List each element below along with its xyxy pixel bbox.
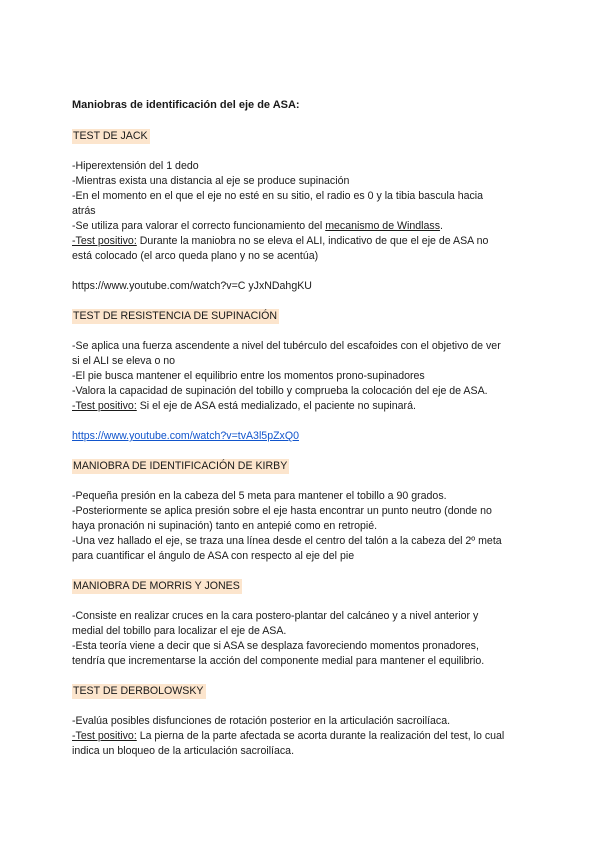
- section-heading: MANIOBRA DE IDENTIFICACIÓN DE KIRBY: [73, 460, 288, 472]
- section-test-derbolowsky: [72, 684, 532, 759]
- section-heading: MANIOBRA DE MORRIS Y JONES: [73, 580, 240, 592]
- text-line: -Una vez hallado el eje, se traza una línea desde el centro del talón a la cabeza del 2º meta: [72, 535, 502, 547]
- text-line: medial del tobillo para localizar el eje de ASA.: [72, 625, 287, 637]
- text-line: -Posteriormente se aplica presión sobre el eje hasta encontrar un punto neutro (donde no: [72, 505, 492, 517]
- section-maniobra-morris-jones: [72, 579, 532, 669]
- document-page: [72, 98, 532, 759]
- section-test-resistencia-supinacion: [72, 309, 532, 444]
- test-positivo-label: -Test positivo:: [72, 400, 137, 412]
- text-line: -Evalúa posibles disfunciones de rotación posterior en la articulación sacroilíaca.: [72, 715, 451, 727]
- text-line: -Mientras exista una distancia al eje se produce supinación: [72, 175, 350, 187]
- document-title: Maniobras de identificación del eje de ASA:: [72, 99, 300, 111]
- test-positivo-label: -Test positivo:: [72, 730, 137, 742]
- text-line: para cuantificar el ángulo de ASA con respecto al eje del pie: [72, 550, 355, 562]
- section-heading: TEST DE DERBOLOWSKY: [73, 685, 204, 697]
- video-link-plain: https://www.youtube.com/watch?v=C yJxNDahgKU: [72, 280, 312, 292]
- section-heading: TEST DE RESISTENCIA DE SUPINACIÓN: [73, 310, 278, 322]
- video-link[interactable]: https://www.youtube.com/watch?v=tvA3l5pZxQ0: [72, 430, 299, 442]
- text-line: -Test positivo: La pierna de la parte afectada se acorta durante la realización del test, lo cual: [72, 730, 505, 742]
- text-line: -Test positivo: Si el eje de ASA está medializado, el paciente no supinará.: [72, 400, 416, 412]
- windlass-term: mecanismo de Windlass: [325, 220, 441, 232]
- text-line: si el ALI se eleva o no: [72, 355, 176, 367]
- text-line: -Consiste en realizar cruces en la cara postero-plantar del calcáneo y a nivel anterior y: [72, 610, 479, 622]
- text-line: -Test positivo: Durante la maniobra no se eleva el ALI, indicativo de que el eje de ASA no: [72, 235, 489, 247]
- text-line: haya pronación ni supinación) tanto en antepié como en retropié.: [72, 520, 378, 532]
- section-maniobra-kirby: [72, 459, 532, 564]
- text-line: -Valora la capacidad de supinación del tobillo y comprueba la colocación del eje de ASA.: [72, 385, 488, 397]
- text-line: -Esta teoría viene a decir que si ASA se desplaza favoreciendo momentos pronadores,: [72, 640, 479, 652]
- text-line: -En el momento en el que el eje no esté en su sitio, el radio es 0 y la tibia bascula hacia: [72, 190, 484, 202]
- test-positivo-label: -Test positivo:: [72, 235, 137, 247]
- text-line: -Se utiliza para valorar el correcto funcionamiento del mecanismo de Windlass.: [72, 220, 443, 232]
- text-line: -Hiperextensión del 1 dedo: [72, 160, 199, 172]
- section-heading: TEST DE JACK: [73, 130, 148, 142]
- section-test-de-jack: [72, 129, 532, 294]
- text-line: -Pequeña presión en la cabeza del 5 meta para mantener el tobillo a 90 grados.: [72, 490, 447, 502]
- text-line: indica un bloqueo de la articulación sacroilíaca.: [72, 745, 295, 757]
- text-line: tendría que incrementarse la acción del componente medial para mantener el equilibrio.: [72, 655, 485, 667]
- text-line: atrás: [72, 205, 96, 217]
- text-line: -Se aplica una fuerza ascendente a nivel del tubérculo del escafoides con el objetivo de ver: [72, 340, 501, 352]
- text-line: está colocado (el arco queda plano y no se acentúa): [72, 250, 319, 262]
- text-line: -El pie busca mantener el equilibrio entre los momentos prono-supinadores: [72, 370, 425, 382]
